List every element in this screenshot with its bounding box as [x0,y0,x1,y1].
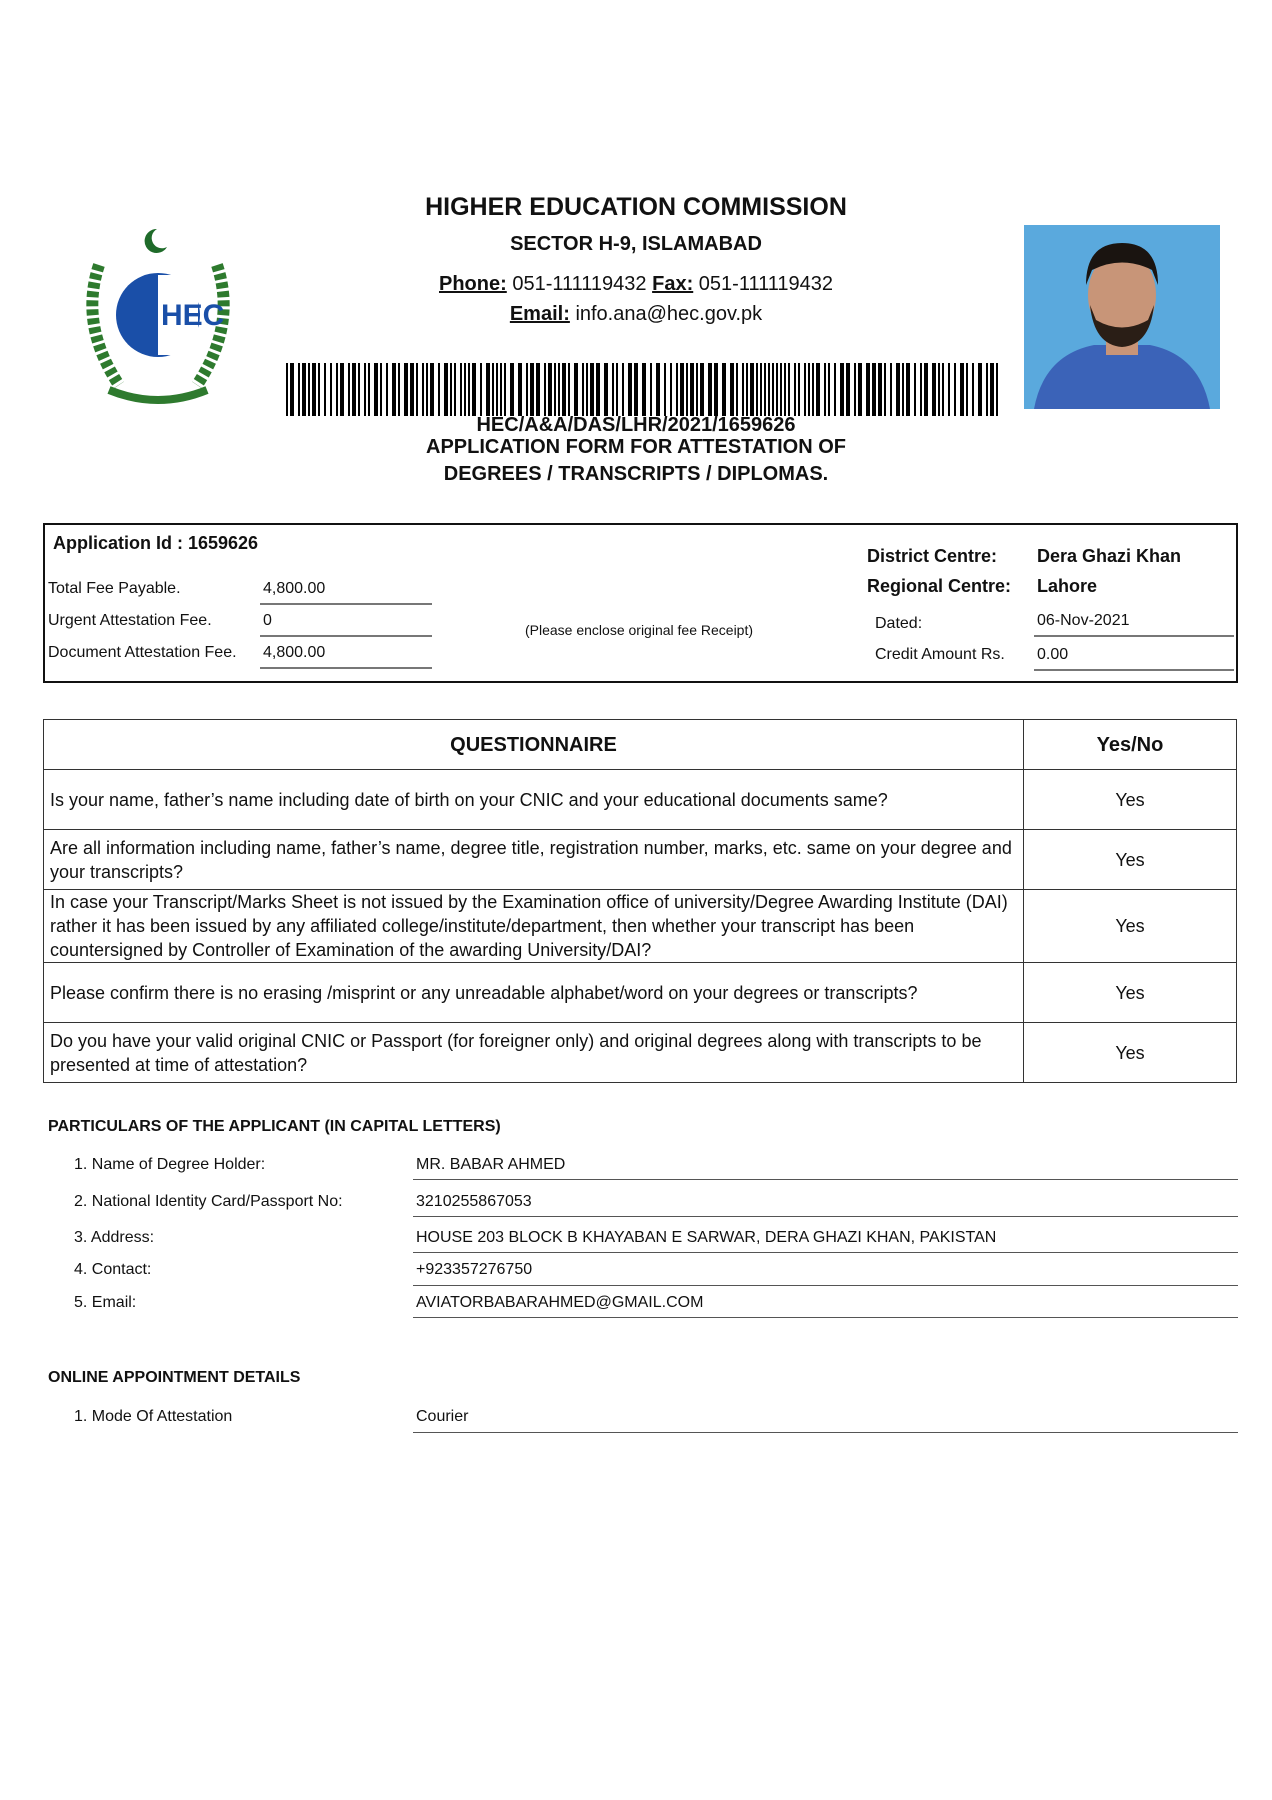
barcode-bar [742,363,744,416]
email: info.ana@hec.gov.pk [575,303,763,325]
barcode-bar [622,363,624,416]
particulars-heading: PARTICULARS OF THE APPLICANT (IN CAPITAL LETTERS) [48,1118,501,1135]
barcode-bar [460,363,462,416]
barcode-bar [492,363,494,416]
barcode-bar [816,363,820,416]
fax-label: Fax: [652,273,694,295]
form-title-line-2: DEGREES / TRANSCRIPTS / DIPLOMAS. [443,463,829,485]
barcode-bar [890,363,892,416]
barcode-bar [430,363,434,416]
phone-label: Phone: [439,273,507,295]
particular-value: +923357276750 [416,1261,533,1278]
barcode-bar [628,363,632,416]
questionnaire-table [43,719,1237,1083]
barcode-bar [854,363,856,416]
barcode-bar [960,363,964,416]
barcode-bar [410,363,414,416]
barcode-bar [544,363,546,416]
email-label: Email: [509,303,570,325]
answer: Yes [1024,890,1237,963]
appointment-label: 1. Mode Of Attestation [74,1408,233,1425]
barcode-bar [386,363,388,416]
barcode-bar [996,363,998,416]
barcode-bar [604,363,608,416]
barcode-bar [664,363,666,416]
barcode-bar [872,363,876,416]
document-fee-label: Document Attestation Fee. [48,644,237,661]
barcode-bar [828,363,830,416]
barcode-bar [978,363,982,416]
particular-label: 3. Address: [74,1229,155,1246]
barcode-bar [884,363,886,416]
barcode-bar [680,363,684,416]
regional-centre-value: Lahore [1037,576,1098,596]
barcode-bar [526,363,528,416]
barcode-bar [808,363,810,416]
barcode-bar [286,363,288,416]
barcode-bar [866,363,870,416]
barcode-bar [468,363,470,416]
questionnaire-header: QUESTIONNAIRE [44,720,1024,770]
table-row [44,830,1237,890]
barcode-bar [794,363,796,416]
barcode-bar [642,363,646,416]
barcode-bar [966,363,968,416]
barcode-bar [986,363,988,416]
particular-value: 3210255867053 [416,1193,532,1210]
particular-value: MR. BABAR AHMED [416,1156,566,1173]
barcode-bar [582,363,584,416]
barcode-bar [924,363,928,416]
particular-label: 1. Name of Degree Holder: [74,1156,266,1173]
barcode-bar [784,363,786,416]
barcode-bar [554,363,556,416]
district-centre-value: Dera Ghazi Khan [1037,546,1182,566]
barcode-bar [312,363,316,416]
dated-value: 06-Nov-2021 [1037,612,1130,629]
barcode-bar [990,363,994,416]
barcode-bar [714,363,718,416]
svg-text:HEC: HEC [161,299,225,332]
barcode-bar [426,363,428,416]
total-fee-value: 4,800.00 [263,580,326,597]
urgent-fee-label: Urgent Attestation Fee. [48,612,212,629]
barcode-bar [834,363,836,416]
barcode-bar [942,363,944,416]
barcode-bar [536,363,540,416]
answer: Yes [1024,830,1237,890]
barcode-bar [290,363,294,416]
barcode-text: HEC/A&A/DAS/LHR/2021/1659626 [476,414,796,436]
barcode-bar [858,363,862,416]
barcode-bar [804,363,806,416]
barcode-bar [906,363,910,416]
barcode-bar [920,363,922,416]
barcode-bar [464,363,466,416]
question: In case your Transcript/Marks Sheet is not issued by the Examination office of university/Degree Awarding Institute (DAI) rather it has been issued by any affiliated college/institute/department, then whether your transcript has been countersigned by Controller of Examination of the awarding University/DAI? [44,890,1024,963]
barcode-bar [472,363,476,416]
barcode-bar [318,363,320,416]
barcode-bar [938,363,940,416]
barcode-bar [824,363,826,416]
institution-address: SECTOR H-9, ISLAMABAD [510,233,762,255]
barcode-bar [634,363,638,416]
barcode-bar [798,363,800,416]
barcode-bar [398,363,400,416]
institution-title: HIGHER EDUCATION COMMISSION [425,193,847,221]
barcode-bar [368,363,370,416]
barcode-bar [422,363,424,416]
barcode-bar [708,363,712,416]
question: Please confirm there is no erasing /misprint or any unreadable alphabet/word on your degrees or transcripts? [44,963,1024,1023]
appointment-value: Courier [416,1408,469,1425]
table-row [44,1023,1237,1083]
barcode-bar [336,363,338,416]
barcode-bar [330,363,332,416]
barcode-bar [308,363,310,416]
barcode-bar [878,363,882,416]
barcode-bar [340,363,344,416]
barcode-bar [670,363,672,416]
credit-amount-value: 0.00 [1037,646,1069,663]
barcode-bar [914,363,916,416]
barcode-bar [586,363,588,416]
particular-value: HOUSE 203 BLOCK B KHAYABAN E SARWAR, DERA GHAZI KHAN, PAKISTAN [416,1229,997,1246]
barcode-bar [352,363,356,416]
barcode-bar [364,363,366,416]
form-title-line-1: APPLICATION FORM FOR ATTESTATION OF [426,436,846,458]
barcode-bar [972,363,974,416]
table-row [44,770,1237,830]
barcode-bar [480,363,482,416]
application-id: Application Id : 1659626 [53,533,259,553]
barcode-bar [380,363,382,416]
barcode-bar [358,363,360,416]
table-row [44,890,1237,963]
barcode-bar [590,363,594,416]
particular-value: AVIATORBABARAHMED@GMAIL.COM [416,1294,704,1311]
barcode-bar [902,363,904,416]
barcode-bar [518,363,522,416]
particular-label: 5. Email: [74,1294,137,1311]
question: Are all information including name, father’s name, degree title, registration number, marks, etc. same on your degree and your transcripts? [44,830,1024,890]
barcode-bar [596,363,600,416]
barcode-bar [438,363,440,416]
fee-box [43,523,1238,683]
dated-label: Dated: [875,615,923,632]
fee-receipt-note: (Please enclose original fee Receipt) [525,622,754,638]
barcode-bar [954,363,956,416]
barcode-bar [404,363,408,416]
total-fee-label: Total Fee Payable. [48,580,181,597]
regional-centre-label: Regional Centre: [867,576,1012,596]
table-row [44,963,1237,1023]
barcode-bar [454,363,456,416]
barcode-bar [374,363,378,416]
barcode-bar [948,363,950,416]
particular-label: 4. Contact: [74,1261,152,1278]
barcode-bar [736,363,738,416]
barcode-bar [302,363,306,416]
barcode-bar [450,363,452,416]
barcode-bar [650,363,652,416]
barcode-bar [324,363,326,416]
barcode-bar [504,363,506,416]
barcode [286,363,1003,416]
applicant-photo [1024,225,1220,409]
barcode-bar [486,363,490,416]
barcode-bar [700,363,704,416]
appointment-heading: ONLINE APPOINTMENT DETAILS [48,1369,301,1386]
answer: Yes [1024,963,1237,1023]
barcode-bar [690,363,694,416]
barcode-bar [788,363,790,416]
barcode-bar [756,363,758,416]
barcode-bar [896,363,900,416]
barcode-bar [730,363,734,416]
barcode-bar [780,363,782,416]
fax: 051-111119432 [698,273,833,295]
barcode-bar [548,363,552,416]
barcode-bar [416,363,418,416]
urgent-fee-value: 0 [263,612,272,629]
question: Is your name, father’s name including date of birth on your CNIC and your educational documents same? [44,770,1024,830]
particular-label: 2. National Identity Card/Passport No: [74,1193,343,1210]
barcode-bar [496,363,498,416]
document-fee-value: 4,800.00 [263,644,326,661]
barcode-bar [574,363,578,416]
barcode-bar [500,363,502,416]
barcode-bar [746,363,748,416]
answer: Yes [1024,1023,1237,1083]
barcode-bar [568,363,570,416]
barcode-bar [812,363,814,416]
barcode-bar [530,363,534,416]
barcode-bar [686,363,688,416]
yes-no-header: Yes/No [1024,720,1237,770]
barcode-bar [840,363,844,416]
barcode-bar [676,363,678,416]
barcode-bar [612,363,614,416]
barcode-bar [772,363,774,416]
barcode-bar [768,363,770,416]
credit-amount-label: Credit Amount Rs. [875,646,1005,663]
barcode-bar [776,363,778,416]
barcode-bar [722,363,726,416]
barcode-bar [562,363,566,416]
barcode-bar [510,363,514,416]
answer: Yes [1024,770,1237,830]
barcode-bar [444,363,448,416]
barcode-bar [750,363,754,416]
barcode-bar [760,363,762,416]
barcode-bar [616,363,618,416]
barcode-bar [932,363,936,416]
barcode-bar [298,363,300,416]
phone: 051-111119432 [512,273,647,295]
barcode-bar [656,363,660,416]
barcode-bar [348,363,350,416]
question: Do you have your valid original CNIC or Passport (for foreigner only) and original degrees along with transcripts to be presented at time of attestation? [44,1023,1024,1083]
barcode-bar [392,363,396,416]
barcode-bar [696,363,698,416]
barcode-bar [846,363,850,416]
barcode-bar [764,363,766,416]
barcode-bar [558,363,560,416]
district-centre-label: District Centre: [867,546,998,566]
